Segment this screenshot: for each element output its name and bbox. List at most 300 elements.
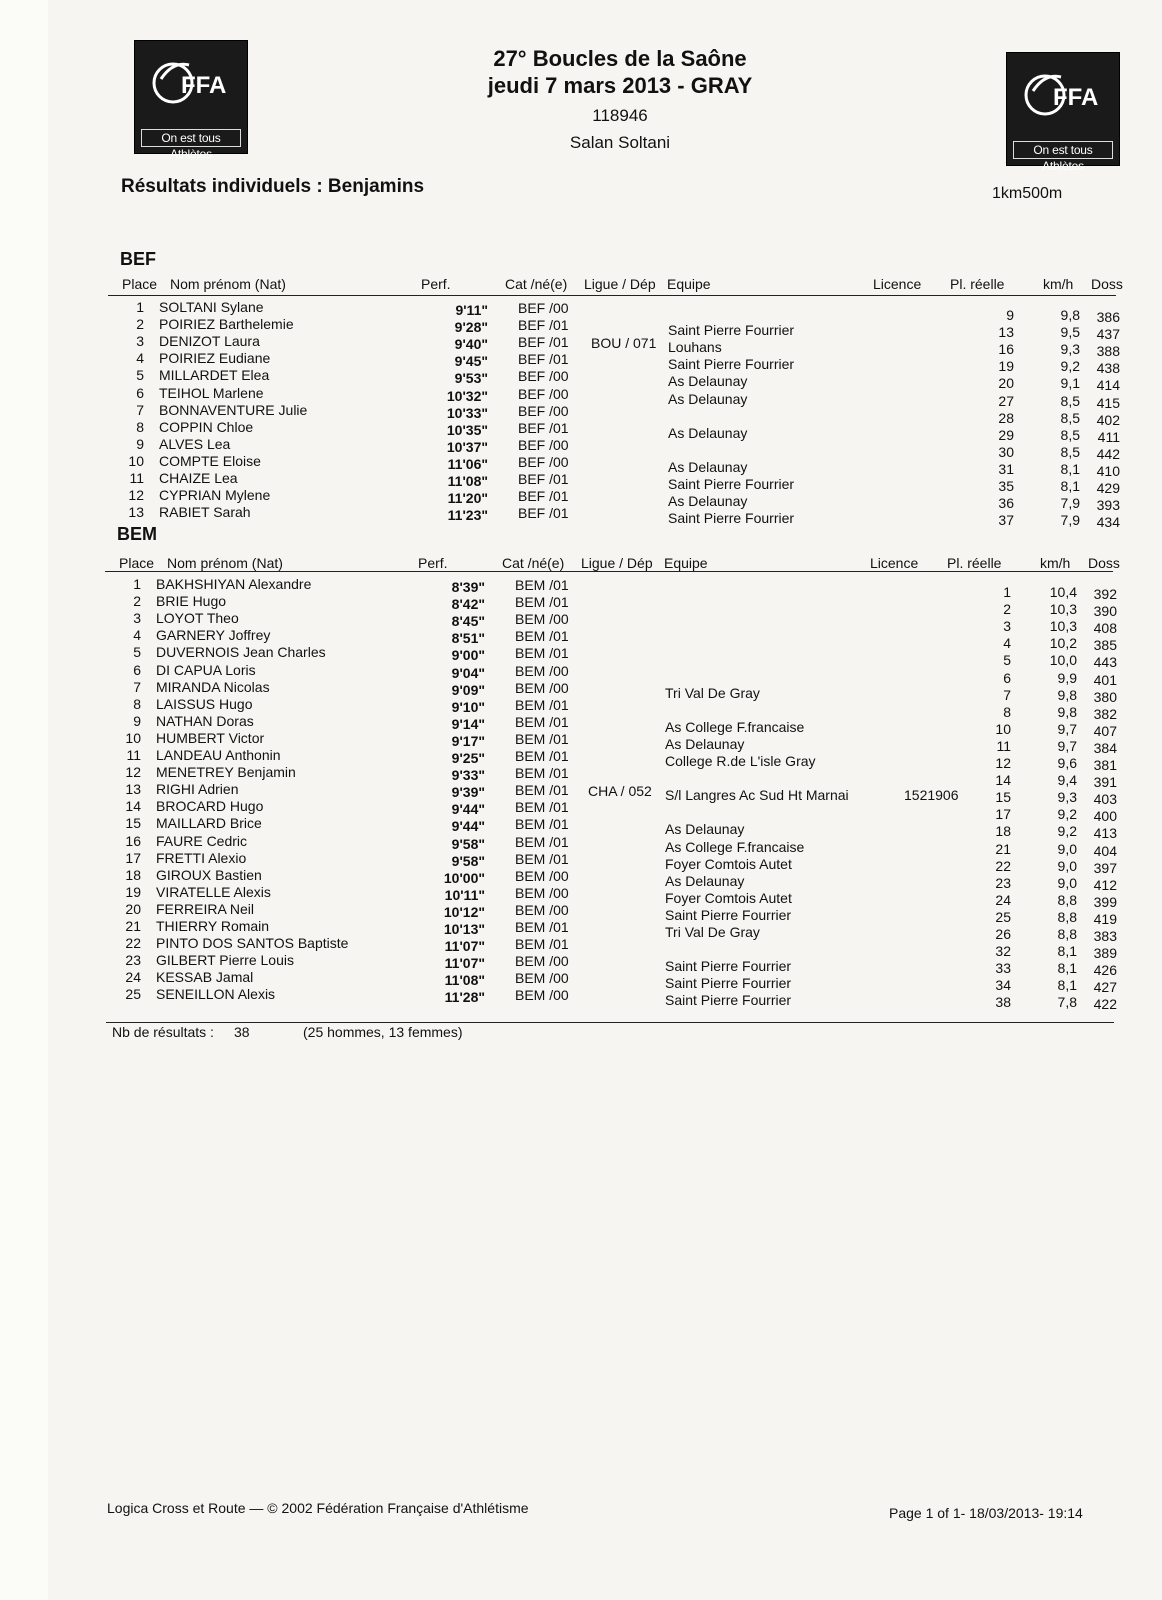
cell-perf: 10'11"	[444, 887, 485, 903]
logo-tagline-left: On est tous Athlètes	[141, 129, 241, 147]
cell-perf: 11'08"	[447, 473, 488, 489]
cell-name: DENIZOT Laura	[159, 333, 260, 349]
cell-perf: 9'45"	[454, 353, 488, 369]
cell-name: PINTO DOS SANTOS Baptiste	[156, 935, 349, 951]
column-header-place: Place	[122, 276, 158, 292]
cell-place: 8	[136, 419, 144, 435]
cell-cat: BEM /00	[515, 885, 569, 901]
cell-cat: BEM /01	[515, 577, 569, 593]
cell-equipe: College R.de L'isle Gray	[665, 753, 816, 769]
ffa-logo-right	[1006, 52, 1120, 173]
cell-kmh: 7,9	[1060, 495, 1080, 511]
column-header-licence: Licence	[870, 555, 919, 571]
cell-pl-reelle: 16	[998, 341, 1014, 357]
cell-kmh: 9,1	[1060, 375, 1080, 391]
cell-place: 24	[125, 969, 141, 985]
cell-doss: 385	[1093, 637, 1117, 653]
cell-pl-reelle: 3	[1003, 618, 1011, 634]
ffa-logo-left	[134, 40, 248, 161]
cell-place: 7	[136, 402, 144, 418]
cell-cat: BEF /01	[518, 471, 569, 487]
cell-doss: 443	[1093, 654, 1117, 670]
cell-equipe: As Delaunay	[668, 493, 748, 509]
cell-equipe: Foyer Comtois Autet	[665, 890, 792, 906]
column-header-name: Nom prénom (Nat)	[170, 276, 286, 292]
cell-perf: 9'09"	[451, 682, 485, 698]
cell-place: 4	[133, 627, 141, 643]
cell-place: 13	[128, 504, 144, 520]
cell-cat: BEM /01	[515, 936, 569, 952]
cell-pl-reelle: 24	[995, 892, 1011, 908]
cell-doss: 400	[1093, 808, 1117, 824]
cell-doss: 413	[1093, 825, 1117, 841]
cell-perf: 9'44"	[451, 818, 485, 834]
cell-kmh: 9,8	[1057, 687, 1077, 703]
cell-equipe: As Delaunay	[665, 873, 745, 889]
cell-pl-reelle: 26	[995, 926, 1011, 942]
cell-kmh: 9,8	[1060, 307, 1080, 323]
cell-cat: BEM /01	[515, 851, 569, 867]
cell-place: 17	[125, 850, 141, 866]
cell-doss: 410	[1096, 463, 1120, 479]
section-title: BEF	[120, 249, 156, 269]
cell-perf: 9'33"	[451, 767, 485, 783]
cell-place: 18	[125, 867, 141, 883]
cell-place: 7	[133, 679, 141, 695]
cell-doss: 384	[1093, 740, 1117, 756]
cell-doss: 382	[1093, 706, 1117, 722]
cell-equipe: Saint Pierre Fourrier	[668, 510, 795, 526]
cell-pl-reelle: 14	[995, 772, 1011, 788]
cell-pl-reelle: 8	[1003, 704, 1011, 720]
cell-perf: 11'23"	[447, 507, 488, 523]
cell-name: DI CAPUA Loris	[156, 662, 256, 678]
cell-perf: 9'44"	[451, 801, 485, 817]
cell-doss: 414	[1096, 377, 1120, 393]
cell-cat: BEF /01	[518, 334, 569, 350]
cell-name: DUVERNOIS Jean Charles	[156, 644, 326, 660]
cell-name: LAISSUS Hugo	[156, 696, 253, 712]
cell-doss: 392	[1093, 586, 1117, 602]
cell-perf: 9'14"	[451, 716, 485, 732]
cell-name: MILLARDET Elea	[159, 367, 270, 383]
section-title: BEM	[117, 524, 157, 544]
cell-doss: 404	[1093, 843, 1117, 859]
cell-equipe: As Delaunay	[668, 373, 748, 389]
athlete-name: Salan Soltani	[569, 133, 671, 152]
cell-pl-reelle: 2	[1003, 601, 1011, 617]
cell-ligue: CHA / 052	[588, 783, 652, 799]
cell-kmh: 8,1	[1060, 478, 1080, 494]
cell-perf: 9'25"	[451, 750, 485, 766]
cell-cat: BEM /01	[515, 799, 569, 815]
cell-equipe: Saint Pierre Fourrier	[665, 975, 792, 991]
cell-name: SENEILLON Alexis	[156, 986, 276, 1002]
column-header-kmh: km/h	[1043, 276, 1074, 292]
column-header-doss: Doss	[1088, 555, 1120, 571]
cell-kmh: 8,5	[1060, 444, 1080, 460]
cell-cat: BEF /00	[518, 454, 569, 470]
cell-place: 15	[125, 815, 141, 831]
cell-cat: BEM /00	[515, 987, 569, 1003]
cell-perf: 11'20"	[447, 490, 488, 506]
cell-kmh: 8,5	[1060, 427, 1080, 443]
cell-cat: BEM /00	[515, 663, 569, 679]
cell-name: COPPIN Chloe	[159, 419, 254, 435]
cell-pl-reelle: 19	[998, 358, 1014, 374]
cell-doss: 401	[1093, 672, 1117, 688]
cell-kmh: 10,0	[1049, 652, 1077, 668]
cell-perf: 9'17"	[451, 733, 485, 749]
cell-cat: BEM /01	[515, 834, 569, 850]
cell-place: 11	[126, 747, 141, 763]
cell-place: 11	[129, 470, 144, 486]
cell-kmh: 9,9	[1057, 670, 1077, 686]
cell-kmh: 7,8	[1057, 994, 1077, 1010]
cell-doss: 408	[1093, 620, 1117, 636]
cell-doss: 407	[1093, 723, 1117, 739]
ffa-emblem-icon	[1023, 63, 1101, 123]
cell-kmh: 9,4	[1057, 772, 1077, 788]
cell-equipe: Saint Pierre Fourrier	[668, 356, 795, 372]
column-header-kmh: km/h	[1040, 555, 1071, 571]
cell-cat: BEF /01	[518, 351, 569, 367]
cell-cat: BEM /01	[515, 594, 569, 610]
cell-pl-reelle: 18	[995, 823, 1011, 839]
cell-cat: BEF /00	[518, 300, 569, 316]
cell-kmh: 8,8	[1057, 909, 1077, 925]
cell-cat: BEM /00	[515, 868, 569, 884]
cell-kmh: 9,2	[1060, 358, 1080, 374]
cell-cat: BEM /01	[515, 628, 569, 644]
cell-kmh: 9,6	[1057, 755, 1077, 771]
cell-pl-reelle: 33	[995, 960, 1011, 976]
column-header-perf: Perf.	[418, 555, 448, 571]
cell-pl-reelle: 5	[1003, 652, 1011, 668]
cell-place: 5	[136, 367, 144, 383]
cell-equipe: Saint Pierre Fourrier	[665, 992, 792, 1008]
header-rule	[105, 571, 1113, 572]
cell-doss: 399	[1093, 894, 1117, 910]
column-header-equipe: Equipe	[664, 555, 708, 571]
cell-pl-reelle: 28	[998, 410, 1014, 426]
cell-place: 1	[136, 299, 144, 315]
cell-place: 23	[125, 952, 141, 968]
cell-name: MAILLARD Brice	[156, 815, 262, 831]
cell-kmh: 9,0	[1057, 875, 1077, 891]
cell-name: TEIHOL Marlene	[159, 385, 264, 401]
cell-kmh: 9,8	[1057, 704, 1077, 720]
cell-doss: 380	[1093, 689, 1117, 705]
cell-kmh: 8,1	[1057, 943, 1077, 959]
cell-pl-reelle: 6	[1003, 670, 1011, 686]
race-distance: 1km500m	[992, 185, 1063, 202]
cell-pl-reelle: 13	[998, 324, 1014, 340]
cell-kmh: 9,2	[1057, 823, 1077, 839]
ffa-emblem-icon	[151, 51, 229, 111]
cell-doss: 426	[1093, 962, 1117, 978]
footer-software: Logica Cross et Route — © 2002 Fédération Française d'Athlétisme	[107, 1500, 529, 1516]
cell-name: LANDEAU Anthonin	[156, 747, 281, 763]
cell-pl-reelle: 9	[1006, 307, 1014, 323]
cell-doss: 438	[1096, 360, 1120, 376]
cell-cat: BEM /01	[515, 731, 569, 747]
cell-kmh: 8,5	[1060, 410, 1080, 426]
cell-doss: 390	[1093, 603, 1117, 619]
cell-perf: 10'35"	[446, 422, 488, 438]
cell-perf: 10'00"	[443, 870, 485, 886]
cell-name: RIGHI Adrien	[156, 781, 239, 797]
cell-name: RABIET Sarah	[159, 504, 251, 520]
cell-perf: 10'13"	[443, 921, 485, 937]
cell-pl-reelle: 1	[1003, 584, 1011, 600]
cell-name: GARNERY Joffrey	[156, 627, 271, 643]
cell-pl-reelle: 22	[995, 858, 1011, 874]
cell-doss: 419	[1093, 911, 1117, 927]
cell-perf: 8'39"	[451, 579, 485, 595]
cell-name: GILBERT Pierre Louis	[156, 952, 294, 968]
column-header-place: Place	[119, 555, 155, 571]
cell-pl-reelle: 20	[998, 375, 1014, 391]
column-header-pl-reelle: Pl. réelle	[947, 555, 1002, 571]
column-header-doss: Doss	[1091, 276, 1123, 292]
cell-perf: 9'10"	[451, 699, 485, 715]
column-header-equipe: Equipe	[667, 276, 711, 292]
footer-rule	[106, 1022, 1114, 1023]
cell-kmh: 8,8	[1057, 892, 1077, 908]
cell-name: ALVES Lea	[159, 436, 231, 452]
cell-doss: 422	[1093, 996, 1117, 1012]
cell-name: MENETREY Benjamin	[156, 764, 296, 780]
cell-kmh: 10,2	[1049, 635, 1077, 651]
cell-pl-reelle: 37	[998, 512, 1014, 528]
cell-equipe: As Delaunay	[668, 391, 748, 407]
cell-kmh: 9,0	[1057, 858, 1077, 874]
column-header-ligue: Ligue / Dép	[581, 555, 653, 571]
cell-place: 21	[125, 918, 141, 934]
cell-name: GIROUX Bastien	[156, 867, 262, 883]
cell-name: FAURE Cedric	[156, 833, 248, 849]
cell-name: POIRIEZ Eudiane	[159, 350, 271, 366]
cell-cat: BEM /01	[515, 782, 569, 798]
cell-place: 16	[125, 833, 141, 849]
cell-cat: BEF /01	[518, 420, 569, 436]
cell-cat: BEF /00	[518, 368, 569, 384]
cell-cat: BEM /00	[515, 680, 569, 696]
column-header-pl-reelle: Pl. réelle	[950, 276, 1005, 292]
cell-place: 13	[125, 781, 141, 797]
cell-cat: BEM /01	[515, 714, 569, 730]
column-header-name: Nom prénom (Nat)	[167, 555, 283, 571]
cell-name: CHAIZE Lea	[159, 470, 238, 486]
cell-pl-reelle: 32	[995, 943, 1011, 959]
cell-name: THIERRY Romain	[156, 918, 270, 934]
cell-cat: BEM /01	[515, 697, 569, 713]
cell-name: COMPTE Eloise	[159, 453, 261, 469]
cell-cat: BEF /01	[518, 505, 569, 521]
column-header-cat: Cat /né(e)	[502, 555, 565, 571]
cell-doss: 381	[1093, 757, 1117, 773]
cell-equipe: Saint Pierre Fourrier	[665, 958, 792, 974]
cell-name: FERREIRA Neil	[156, 901, 255, 917]
cell-perf: 9'28"	[454, 319, 488, 335]
cell-equipe: As Delaunay	[668, 425, 748, 441]
column-header-perf: Perf.	[421, 276, 451, 292]
cell-ligue: BOU / 071	[591, 335, 657, 351]
cell-name: MIRANDA Nicolas	[156, 679, 270, 695]
cell-kmh: 10,4	[1049, 584, 1077, 600]
cell-kmh: 9,7	[1057, 721, 1077, 737]
cell-name: SOLTANI Sylane	[159, 299, 264, 315]
cell-equipe: Saint Pierre Fourrier	[665, 907, 792, 923]
cell-doss: 411	[1097, 429, 1120, 445]
cell-name: LOYOT Theo	[156, 610, 239, 626]
cell-perf: 11'28"	[444, 989, 485, 1005]
cell-pl-reelle: 10	[995, 721, 1011, 737]
cell-place: 8	[133, 696, 141, 712]
cell-equipe: As Delaunay	[665, 821, 745, 837]
cell-cat: BEF /00	[518, 386, 569, 402]
cell-perf: 8'45"	[451, 613, 485, 629]
cell-perf: 11'07"	[444, 938, 485, 954]
cell-doss: 442	[1096, 446, 1120, 462]
cell-place: 20	[125, 901, 141, 917]
cell-name: BRIE Hugo	[156, 593, 227, 609]
cell-name: VIRATELLE Alexis	[156, 884, 271, 900]
cell-cat: BEF /00	[518, 437, 569, 453]
cell-place: 2	[136, 316, 144, 332]
event-id: 118946	[592, 106, 648, 125]
results-subtitle: Résultats individuels : Benjamins	[121, 176, 425, 197]
cell-perf: 9'11"	[455, 302, 488, 318]
cell-pl-reelle: 38	[995, 994, 1011, 1010]
cell-pl-reelle: 30	[998, 444, 1014, 460]
cell-doss: 415	[1096, 395, 1120, 411]
table-row	[0, 986, 1162, 1012]
cell-doss: 389	[1093, 945, 1117, 961]
results-count-label: Nb de résultats :	[112, 1024, 214, 1040]
cell-perf: 9'53"	[454, 370, 488, 386]
cell-doss: 434	[1096, 514, 1120, 530]
cell-equipe: Tri Val De Gray	[665, 685, 760, 701]
cell-cat: BEM /00	[515, 970, 569, 986]
cell-doss: 412	[1093, 877, 1117, 893]
cell-place: 14	[125, 798, 141, 814]
logo-tagline-right: On est tous Athlètes	[1013, 141, 1113, 159]
cell-cat: BEM /01	[515, 816, 569, 832]
cell-pl-reelle: 17	[995, 806, 1011, 822]
cell-equipe: As Delaunay	[665, 736, 745, 752]
cell-doss: 437	[1096, 326, 1120, 342]
cell-pl-reelle: 31	[998, 461, 1014, 477]
cell-perf: 11'08"	[444, 972, 485, 988]
cell-doss: 402	[1096, 412, 1120, 428]
cell-perf: 10'12"	[443, 904, 485, 920]
cell-pl-reelle: 29	[998, 427, 1014, 443]
cell-equipe: As College F.francaise	[665, 839, 805, 855]
cell-kmh: 9,3	[1057, 789, 1077, 805]
cell-place: 4	[136, 350, 144, 366]
cell-doss: 429	[1096, 480, 1120, 496]
cell-perf: 9'04"	[451, 665, 485, 681]
cell-place: 22	[125, 935, 141, 951]
cell-perf: 11'06"	[447, 456, 488, 472]
cell-doss: 383	[1093, 928, 1117, 944]
cell-kmh: 8,1	[1057, 977, 1077, 993]
cell-name: BONNAVENTURE Julie	[159, 402, 308, 418]
cell-place: 19	[125, 884, 141, 900]
column-header-cat: Cat /né(e)	[505, 276, 568, 292]
cell-cat: BEM /01	[515, 919, 569, 935]
cell-cat: BEM /01	[515, 765, 569, 781]
cell-doss: 403	[1093, 791, 1117, 807]
cell-pl-reelle: 27	[998, 393, 1014, 409]
footer-page-info: Page 1 of 1- 18/03/2013- 19:14	[889, 1505, 1083, 1521]
cell-equipe: Saint Pierre Fourrier	[668, 476, 795, 492]
cell-perf: 8'51"	[451, 630, 485, 646]
cell-pl-reelle: 23	[995, 875, 1011, 891]
cell-kmh: 9,2	[1057, 806, 1077, 822]
cell-equipe: As Delaunay	[668, 459, 748, 475]
logo-brand-right: FFA	[1053, 84, 1099, 111]
cell-place: 3	[136, 333, 144, 349]
cell-pl-reelle: 25	[995, 909, 1011, 925]
cell-place: 10	[128, 453, 144, 469]
results-count: 38	[234, 1024, 250, 1040]
cell-pl-reelle: 35	[998, 478, 1014, 494]
cell-perf: 9'00"	[451, 647, 485, 663]
cell-cat: BEM /01	[515, 645, 569, 661]
cell-name: BAKHSHIYAN Alexandre	[156, 576, 312, 592]
cell-doss: 427	[1093, 979, 1117, 995]
cell-place: 2	[133, 593, 141, 609]
cell-place: 6	[133, 662, 141, 678]
cell-cat: BEM /00	[515, 953, 569, 969]
cell-pl-reelle: 15	[995, 789, 1011, 805]
cell-place: 3	[133, 610, 141, 626]
cell-place: 25	[125, 986, 141, 1002]
cell-perf: 9'58"	[451, 853, 485, 869]
cell-doss: 386	[1096, 309, 1120, 325]
cell-equipe: Louhans	[668, 339, 722, 355]
cell-name: CYPRIAN Mylene	[159, 487, 271, 503]
cell-perf: 9'40"	[454, 336, 488, 352]
cell-doss: 397	[1093, 860, 1117, 876]
cell-pl-reelle: 7	[1003, 687, 1011, 703]
cell-cat: BEF /01	[518, 317, 569, 333]
cell-name: FRETTI Alexio	[156, 850, 247, 866]
cell-equipe: Tri Val De Gray	[665, 924, 760, 940]
column-header-licence: Licence	[873, 276, 922, 292]
cell-cat: BEF /00	[518, 403, 569, 419]
cell-pl-reelle: 36	[998, 495, 1014, 511]
cell-pl-reelle: 12	[995, 755, 1011, 771]
cell-doss: 393	[1096, 497, 1120, 513]
cell-kmh: 9,3	[1060, 341, 1080, 357]
cell-perf: 10'37"	[446, 439, 488, 455]
cell-kmh: 8,1	[1060, 461, 1080, 477]
cell-perf: 11'07"	[444, 955, 485, 971]
cell-place: 12	[125, 764, 141, 780]
table-row	[0, 504, 1162, 530]
cell-kmh: 10,3	[1049, 618, 1077, 634]
cell-kmh: 8,1	[1057, 960, 1077, 976]
header-rule	[108, 295, 1116, 296]
cell-perf: 10'33"	[446, 405, 488, 421]
cell-kmh: 10,3	[1049, 601, 1077, 617]
cell-place: 12	[128, 487, 144, 503]
cell-cat: BEM /00	[515, 611, 569, 627]
